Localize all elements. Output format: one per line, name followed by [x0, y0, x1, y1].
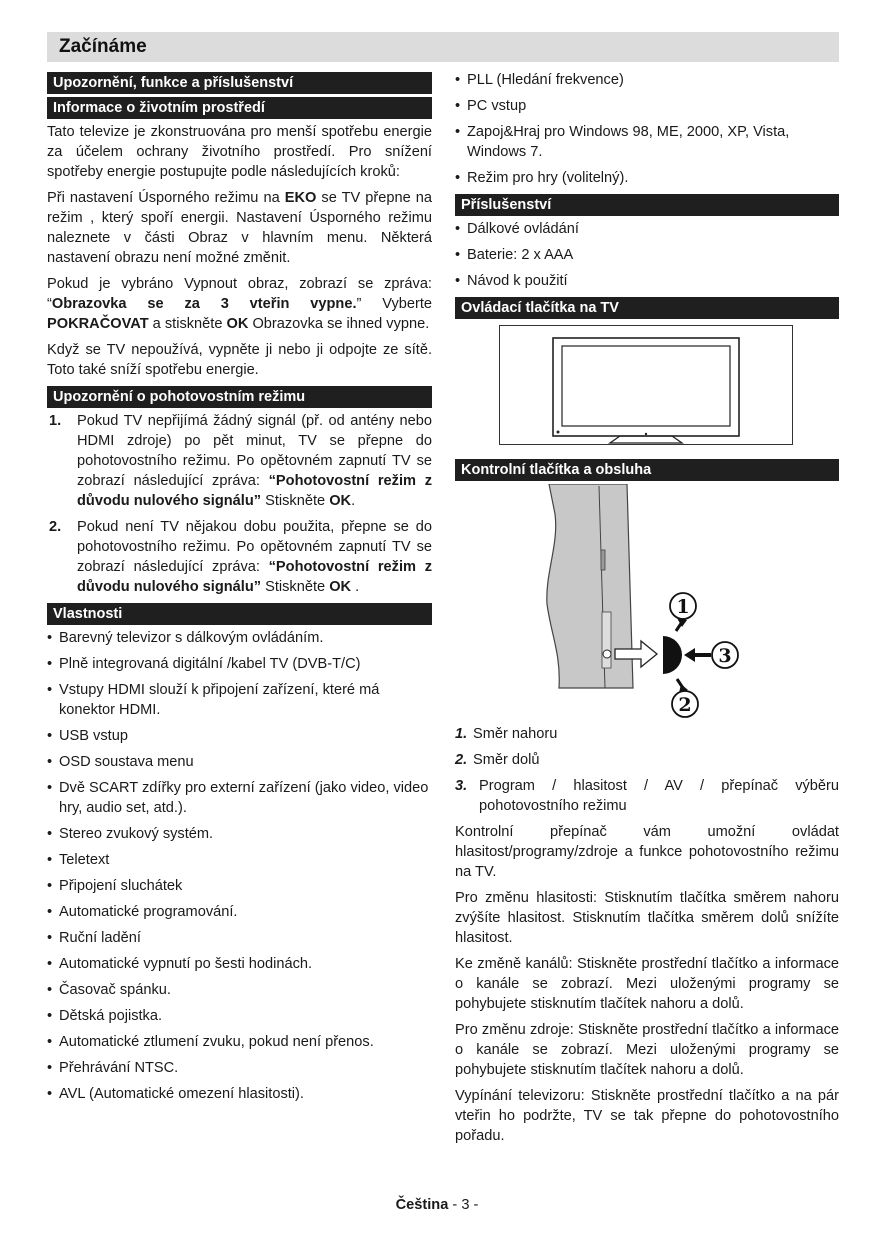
control-item: 2. Směr dolů [455, 752, 540, 768]
env-paragraph-1: Tato televize je zkonstruována pro menší spotřebu energie za účelem ochrany životního prostředí. Pro snížení spotřeby energie postupujte podle následujících kroků: [47, 124, 432, 180]
env-paragraph-3: Pokud je vybráno Vypnout obraz, zobrazí se zpráva: “Obrazovka se za 3 vteřin vypne.” Vyberte POKRAČOVAT a stiskněte OK Obrazovka se ihned vypne. [47, 276, 433, 332]
right-column [455, 70, 839, 1152]
tv-side-panel-illustration [455, 484, 839, 720]
footer-page-number: - 3 - [452, 1197, 479, 1213]
env-paragraph-2: Při nastavení Úsporného režimu na EKO se TV přepne na režim , který spoří energii. Nastavení Úsporného režimu naleznete v části Obraz v hlavním menu. Některá nastavení obrazu není možné změnit. [47, 190, 432, 266]
section-heading-tv-buttons: Ovládací tlačítka na TV [455, 297, 839, 319]
page-title: Začínáme [47, 32, 839, 62]
list-item: • Zapoj&Hraj pro Windows 98, ME, 2000, XP, Vista, Windows 7. [455, 122, 839, 162]
list-item: • Dvě SCART zdířky pro externí zařízení (jako video, video hry, audio set, atd.). [47, 778, 432, 818]
page-footer [0, 1197, 874, 1213]
list-item: • AVL (Automatické omezení hlasitosti). [47, 1084, 432, 1104]
control-paragraph: Kontrolní přepínač vám umožní ovládat hlasitost/programy/zdroje a funkce pohotovostního režimu na TV. [455, 824, 839, 880]
list-item: • Stereo zvukový systém. [47, 824, 432, 844]
list-item: • PLL (Hledání frekvence) [455, 70, 839, 90]
list-item: • Barevný televizor s dálkovým ovládáním. [47, 628, 432, 648]
features-list [47, 628, 432, 1104]
list-item: • Automatické programování. [47, 902, 432, 922]
section-heading-standby: Upozornění o pohotovostním režimu [47, 386, 432, 408]
control-list [455, 724, 839, 816]
left-column [47, 70, 432, 1110]
section-heading-notices: Upozornění, funkce a příslušenství [47, 72, 432, 94]
section-heading-environment: Informace o životním prostředí [47, 97, 432, 119]
list-item: • Plně integrovaná digitální /kabel TV (DVB-T/C) [47, 654, 432, 674]
list-item: • Připojení sluchátek [47, 876, 432, 896]
accessories-list [455, 219, 839, 291]
features-list-continued [455, 70, 839, 188]
standby-item: 2. Pokud není TV nějakou dobu použita, přepne se do pohotovostního režimu. Po opětovném zapnutí TV se zobrazí následující zpráva: “Pohotovostní režim z důvodu nulového signálu” Stiskněte OK . [49, 519, 432, 595]
control-paragraph: Ke změně kanálů: Stiskněte prostřední tlačítko a informace o kanále se zobrazí. Mezi uloženými programy se pohybujete stisknutím tlačítek nahoru a dolů. [455, 956, 839, 1012]
list-item: • Časovač spánku. [47, 980, 432, 1000]
control-paragraph: Pro změnu zdroje: Stiskněte prostřední tlačítko a informace o kanále se zobrazí. Mezi uloženými programy se pohybujete stisknutím tlačítek nahoru a dolů. [455, 1022, 839, 1078]
list-item: • PC vstup [455, 96, 839, 116]
env-paragraph-4: Když se TV nepoužívá, vypněte ji nebo ji odpojte ze sítě. Toto také sníží spotřebu energie. [47, 342, 432, 378]
list-item: • Vstupy HDMI slouží k připojení zařízení, které má konektor HDMI. [47, 680, 432, 720]
list-item: • USB vstup [47, 726, 432, 746]
list-item: • Baterie: 2 x AAA [455, 245, 839, 265]
control-diagram [455, 484, 839, 720]
label-2: 2 [678, 694, 692, 716]
list-item: • Přehrávání NTSC. [47, 1058, 432, 1078]
list-item: • Automatické ztlumení zvuku, pokud není přenos. [47, 1032, 432, 1052]
section-heading-features: Vlastnosti [47, 603, 432, 625]
control-paragraph: Vypínání televizoru: Stiskněte prostřední tlačítko a na pár vteřin ho podržte, TV se tak přepne do pohotovostního pořadu. [455, 1088, 839, 1144]
list-item: • Ruční ladění [47, 928, 432, 948]
section-heading-control: Kontrolní tlačítka a obsluha [455, 459, 839, 481]
tv-front-icon [500, 326, 792, 444]
list-item: • Dětská pojistka. [47, 1006, 432, 1026]
standby-item: 1. Pokud TV nepřijímá žádný signál (př. od antény nebo HDMI zdroje) po pět minut, TV se přepne do pohotovostního režimu. Po opětovném zapnutí TV se zobrazí následující zpráva: “Pohotovostní režim z důvodu nulového signálu” Stiskněte OK. [49, 413, 432, 509]
list-item: • Teletext [47, 850, 432, 870]
control-paragraph: Pro změnu hlasitosti: Stisknutím tlačítka směrem nahoru zvýšíte hlasitost. Stisknutím tlačítka směrem dolů snížíte hlasitost. [455, 890, 839, 946]
control-item: 1. Směr nahoru [455, 726, 558, 742]
control-item: 3. Program / hlasitost / AV / přepínač výběru pohotovostního režimu [455, 778, 839, 814]
label-1: 1 [676, 596, 690, 618]
footer-language: Čeština [395, 1197, 449, 1213]
standby-list [47, 411, 432, 597]
list-item: • Automatické vypnutí po šesti hodinách. [47, 954, 432, 974]
list-item: • OSD soustava menu [47, 752, 432, 772]
list-item: • Návod k použití [455, 271, 839, 291]
tv-illustration [499, 325, 793, 445]
list-item: • Dálkové ovládání [455, 219, 839, 239]
list-item: • Režim pro hry (volitelný). [455, 168, 839, 188]
label-3: 3 [718, 645, 732, 667]
section-heading-accessories: Příslušenství [455, 194, 839, 216]
